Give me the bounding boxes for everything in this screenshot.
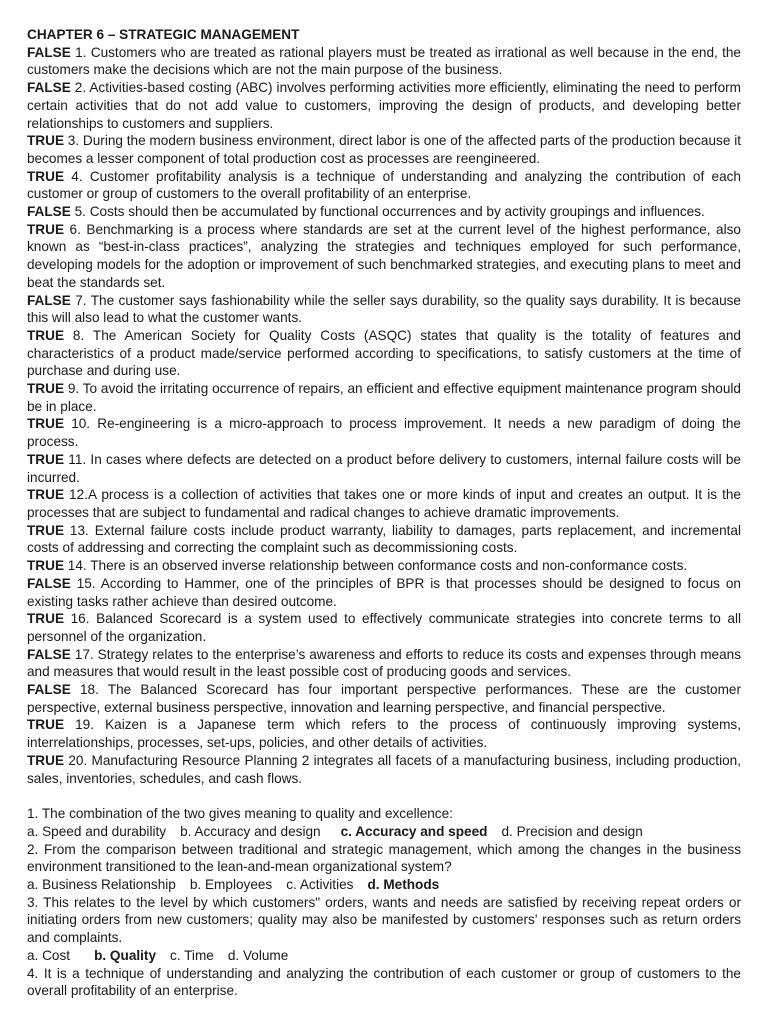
tf-statement: 16. Balanced Scorecard is a system used to effectively communicate strategies into concrete terms to all personnel of the organization. — [27, 611, 741, 644]
tf-answer: TRUE — [27, 752, 65, 768]
tf-answer: TRUE — [27, 381, 65, 397]
tf-statement: 20. Manufacturing Resource Planning 2 integrates all facets of a manufacturing business, including production, sales, inventories, schedules, and cash flows. — [27, 752, 741, 786]
tf-item — [27, 646, 741, 681]
mc-question: 1. The combination of the two gives meaning to quality and excellence: — [27, 806, 453, 822]
tf-item — [27, 716, 741, 751]
tf-item — [27, 681, 741, 716]
mc-choice: b. Accuracy and design — [180, 823, 321, 839]
true-false-list — [27, 44, 741, 788]
tf-answer: TRUE — [27, 717, 65, 733]
tf-item — [27, 575, 741, 610]
tf-statement: 19. Kaizen is a Japanese term which refers to the process of continuously improving systems, interrelationships, processes, set-ups, policies, and other details of activities. — [27, 717, 741, 751]
tf-answer: TRUE — [27, 133, 65, 149]
tf-statement: 8. The American Society for Quality Costs (ASQC) states that quality is the totality of features and characteristics of a product made/service performed according to specifications, to satisfy customers at the time of purchase and during use. — [27, 327, 741, 379]
tf-answer: FALSE — [27, 292, 71, 308]
tf-answer: TRUE — [27, 487, 65, 503]
mc-choice: a. Speed and durability — [27, 823, 167, 839]
tf-statement: 10. Re-engineering is a micro-approach to process improvement. It needs a new paradigm of doing the process. — [27, 416, 741, 450]
tf-item — [27, 522, 741, 557]
tf-item — [27, 203, 741, 221]
tf-item — [27, 486, 741, 521]
tf-statement: 6. Benchmarking is a process where standards are set at the current level of the highest performance, also known as “best-in-class practices”, analyzing the strategies and techniques employed for such performance, developing models for the adoption or improvement of such benchmarked strategies, and executing plans to meet and beat the standards set. — [27, 221, 741, 290]
tf-answer: FALSE — [27, 44, 71, 60]
tf-statement: 7. The customer says fashionability while the seller says durability, so the quality says durability. It is because this will also lead to what the customer wants. — [27, 292, 741, 326]
tf-statement: 9. To avoid the irritating occurrence of repairs, an efficient and effective equipment maintenance program should be in place. — [27, 381, 741, 414]
mc-choice-correct: d. Methods — [367, 877, 440, 893]
multiple-choice-list — [27, 805, 741, 1000]
tf-statement: 12.A process is a collection of activities that takes one or more kinds of input and creates an output. It is the processes that are subject to fundamental and radical changes to achieve dramatic improvements. — [27, 487, 741, 520]
mc-item — [27, 841, 741, 894]
tf-item — [27, 557, 741, 575]
tf-statement: 14. There is an observed inverse relationship between conformance costs and non-conformance costs. — [64, 558, 688, 574]
mc-choice: d. Precision and design — [501, 823, 643, 839]
tf-statement: 13. External failure costs include product warranty, liability to damages, parts replacement, and incremental costs of addressing and correcting the complaint such as decommissioning costs. — [27, 522, 741, 556]
mc-choice-correct: b. Quality — [94, 947, 157, 963]
tf-item — [27, 327, 741, 380]
tf-item — [27, 752, 741, 787]
tf-item — [27, 79, 741, 132]
tf-answer: TRUE — [27, 168, 65, 184]
mc-choice-correct: c. Accuracy and speed — [340, 823, 488, 839]
tf-answer: TRUE — [27, 611, 65, 627]
mc-choice: b. Employees — [189, 877, 273, 893]
tf-answer: TRUE — [27, 451, 65, 467]
tf-answer: TRUE — [27, 522, 65, 538]
mc-choice: c. Activities — [286, 877, 354, 893]
mc-choices — [27, 947, 741, 965]
mc-question: 4. It is a technique of understanding and analyzing the contribution of each customer or group of customers to the overall profitability of an enterprise. — [27, 965, 741, 999]
tf-statement: 18. The Balanced Scorecard has four important perspective performances. These are the customer perspective, external business perspective, innovation and learning perspective, and financial perspective. — [27, 682, 741, 715]
tf-answer: FALSE — [27, 204, 71, 220]
tf-answer: FALSE — [27, 575, 71, 591]
tf-statement: 15. According to Hammer, one of the principles of BPR is that processes should be designed to focus on existing tasks rather achieve than desired outcome. — [27, 575, 741, 609]
tf-statement: 17. Strategy relates to the enterprise’s awareness and efforts to reduce its costs and expenses through means and measures that would result in the least possible cost of producing goods and services. — [27, 646, 741, 680]
mc-item — [27, 894, 741, 965]
tf-item — [27, 168, 741, 203]
tf-statement: 4. Customer profitability analysis is a technique of understanding and analyzing the contribution of each customer or group of customers to the overall profitability of an enterprise. — [27, 168, 741, 202]
tf-item — [27, 380, 741, 415]
mc-item — [27, 805, 741, 840]
tf-statement: 5. Costs should then be accumulated by functional occurrences and by activity groupings and influences. — [70, 204, 705, 220]
mc-question: 3. This relates to the level by which customers" orders, wants and needs are satisfied by receiving repeat orders or initiating orders from new customers; quality may also be manifested by customers' responses such as return orders and complaints. — [27, 894, 741, 946]
tf-answer: TRUE — [27, 416, 65, 432]
mc-choices — [27, 823, 741, 841]
mc-choice: c. Time — [170, 947, 214, 963]
chapter-title: CHAPTER 6 – STRATEGIC MANAGEMENT — [27, 27, 300, 42]
tf-answer: TRUE — [27, 558, 65, 574]
section-spacer — [27, 787, 741, 805]
tf-item — [27, 292, 741, 327]
tf-item — [27, 44, 741, 79]
mc-choice: a. Business Relationship — [27, 877, 176, 893]
mc-choice: a. Cost — [27, 947, 71, 963]
tf-answer: FALSE — [27, 80, 71, 96]
tf-item — [27, 451, 741, 486]
tf-answer: TRUE — [27, 221, 65, 237]
tf-answer: TRUE — [27, 327, 65, 343]
tf-statement: 11. In cases where defects are detected on a product before delivery to customers, internal failure costs will be incurred. — [27, 451, 741, 485]
tf-item — [27, 221, 741, 292]
mc-item — [27, 965, 741, 1000]
tf-item — [27, 610, 741, 645]
tf-item — [27, 132, 741, 167]
mc-choices — [27, 876, 741, 894]
tf-answer: FALSE — [27, 682, 71, 698]
mc-choice: d. Volume — [227, 947, 289, 963]
tf-statement: 2. Activities-based costing (ABC) involves performing activities more efficiently, eliminating the need to perform certain activities that do not add value to customers, improving the design of products, and developing better relationships to customers and suppliers. — [27, 80, 741, 131]
tf-item — [27, 415, 741, 450]
mc-question: 2. From the comparison between traditional and strategic management, which among the changes in the business environment transitioned to the lean-and-mean organizational system? — [27, 841, 741, 875]
tf-statement: 1. Customers who are treated as rational players must be treated as irrational as well because in the end, the customers make the decisions which are not the main purpose of the business. — [27, 44, 741, 78]
tf-answer: FALSE — [27, 646, 71, 662]
tf-statement: 3. During the modern business environment, direct labor is one of the affected parts of the production because it becomes a lesser component of total production cost as processes are reengineered. — [27, 133, 741, 166]
